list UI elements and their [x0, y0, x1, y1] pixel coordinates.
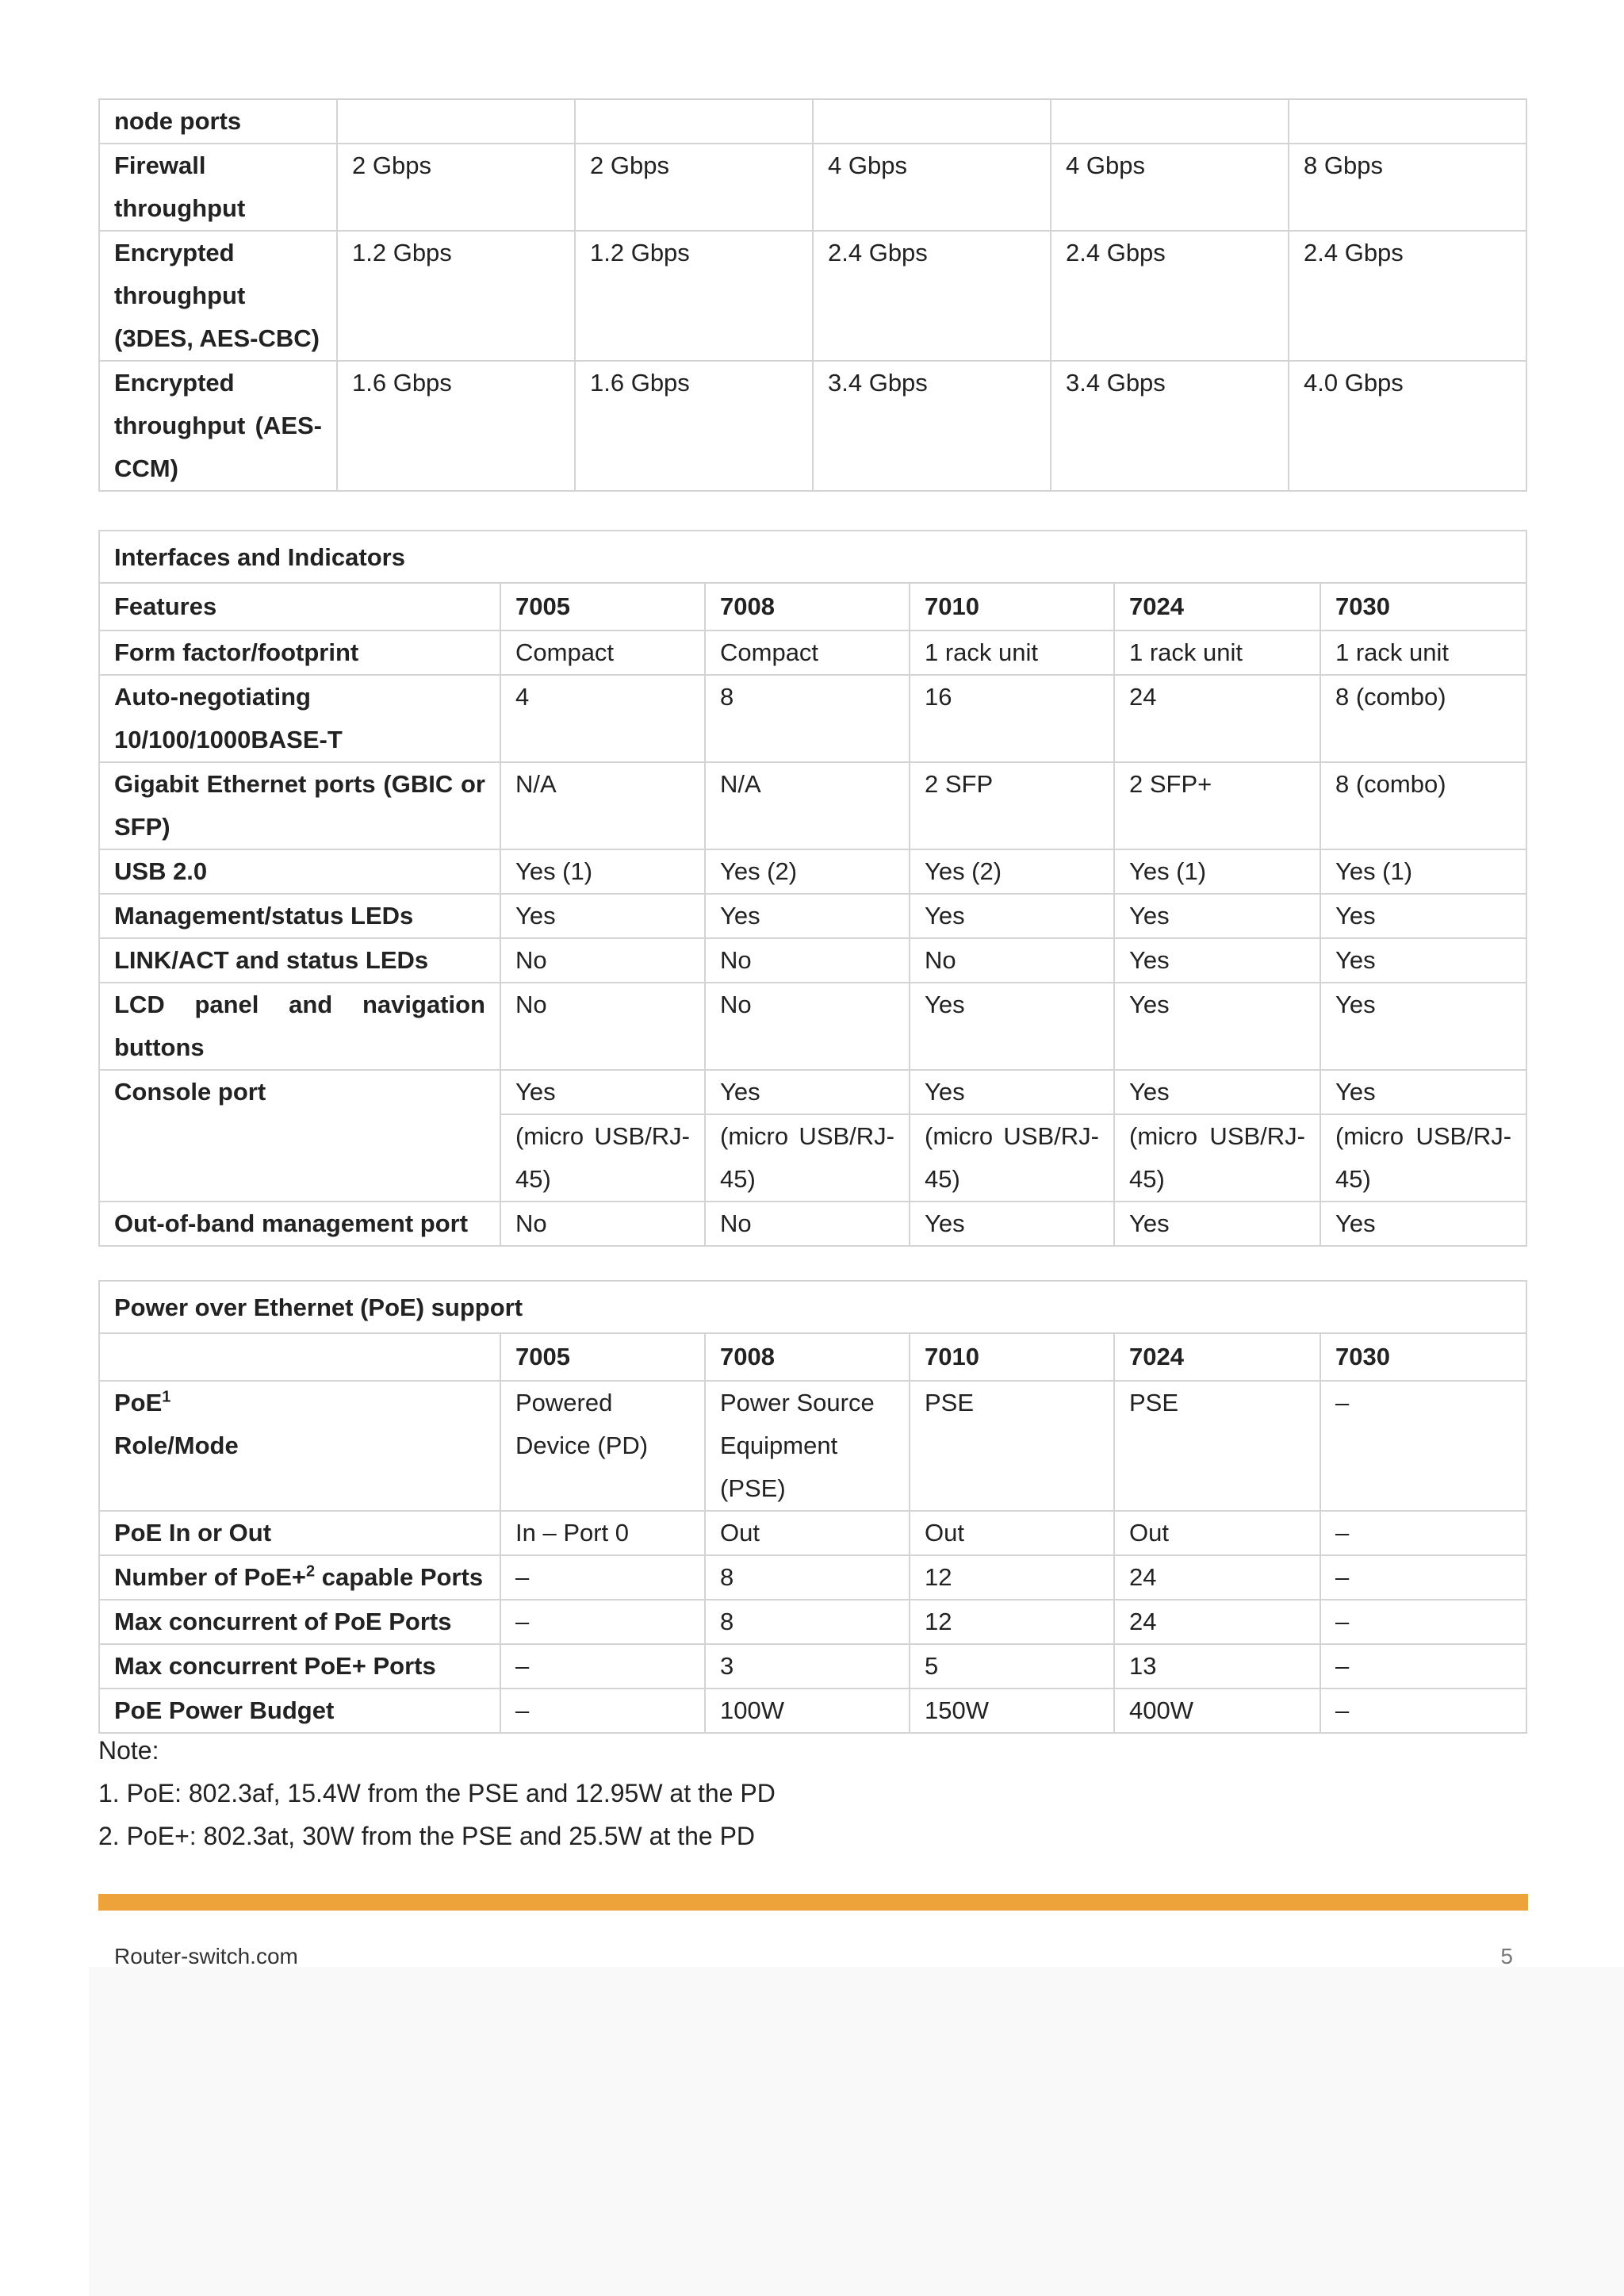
- column-header-empty: [99, 1333, 500, 1381]
- table-cell: Out: [1114, 1511, 1320, 1555]
- table-cell: Yes: [705, 1070, 910, 1114]
- row-label: Encrypted throughput (3DES, AES-CBC): [99, 231, 337, 361]
- table-cell: (micro USB/RJ-45): [1320, 1114, 1526, 1202]
- table-row: [99, 631, 1526, 675]
- interfaces-table: [98, 530, 1527, 1247]
- table-cell: 1.2 Gbps: [575, 231, 813, 361]
- table-cell: 24: [1114, 1555, 1320, 1600]
- table-cell: Yes: [1114, 1202, 1320, 1246]
- row-label: PoE In or Out: [99, 1511, 500, 1555]
- table-cell: 2 SFP: [910, 762, 1114, 849]
- table-cell: Yes: [500, 894, 705, 938]
- table-cell: 2 Gbps: [575, 144, 813, 231]
- table-cell: –: [1320, 1381, 1526, 1511]
- table-cell: Yes (2): [910, 849, 1114, 894]
- column-header: 7008: [705, 1333, 910, 1381]
- poe-table: [98, 1280, 1527, 1734]
- row-label: [99, 1381, 500, 1511]
- table-row: [99, 144, 1526, 231]
- table-cell: 1 rack unit: [1114, 631, 1320, 675]
- row-label: LCD panel and navigation buttons: [99, 983, 500, 1070]
- table-title-row: [99, 1281, 1526, 1333]
- row-label: Gigabit Ethernet ports (GBIC or SFP): [99, 762, 500, 849]
- table-cell: [1289, 99, 1526, 144]
- table-cell: 2.4 Gbps: [1289, 231, 1526, 361]
- table-cell: 13: [1114, 1644, 1320, 1688]
- note-item: 2. PoE+: 802.3at, 30W from the PSE and 25.5W at the PD: [98, 1822, 756, 1850]
- row-label: Max concurrent PoE+ Ports: [99, 1644, 500, 1688]
- row-label: LINK/ACT and status LEDs: [99, 938, 500, 983]
- row-label: Management/status LEDs: [99, 894, 500, 938]
- row-label: Console port: [99, 1070, 500, 1202]
- table-cell: 8: [705, 1555, 910, 1600]
- table-header-row: [99, 1333, 1526, 1381]
- row-label: Encrypted throughput (AES-CCM): [99, 361, 337, 491]
- table-cell: Yes: [1320, 983, 1526, 1070]
- row-label: USB 2.0: [99, 849, 500, 894]
- table-cell: Yes (1): [1320, 849, 1526, 894]
- table-cell: 2.4 Gbps: [813, 231, 1051, 361]
- row-label: [99, 675, 500, 762]
- table-cell: 150W: [910, 1688, 1114, 1733]
- table-cell: 5: [910, 1644, 1114, 1688]
- footnote-marker: 2: [306, 1562, 316, 1581]
- table-cell: Compact: [500, 631, 705, 675]
- column-header: 7008: [705, 583, 910, 631]
- table-cell: 1.2 Gbps: [337, 231, 575, 361]
- table-cell: 16: [910, 675, 1114, 762]
- table-cell: N/A: [500, 762, 705, 849]
- table-cell: 2 SFP+: [1114, 762, 1320, 849]
- table-row: [99, 762, 1526, 849]
- table-cell: [337, 99, 575, 144]
- table-row: [99, 1555, 1526, 1600]
- table-cell: No: [500, 983, 705, 1070]
- table-row: [99, 1070, 1526, 1114]
- row-label: Form factor/footprint: [99, 631, 500, 675]
- column-header: 7024: [1114, 1333, 1320, 1381]
- table-cell: 8 (combo): [1320, 762, 1526, 849]
- table-cell: Yes: [1320, 1202, 1526, 1246]
- table-cell: Yes (1): [1114, 849, 1320, 894]
- table-cell: 1.6 Gbps: [575, 361, 813, 491]
- table-cell: No: [705, 1202, 910, 1246]
- table-cell: –: [1320, 1555, 1526, 1600]
- row-label-prefix: Number of PoE+: [114, 1563, 307, 1591]
- column-header: 7005: [500, 1333, 705, 1381]
- table-cell: 1 rack unit: [910, 631, 1114, 675]
- table-title: Power over Ethernet (PoE) support: [99, 1281, 1526, 1333]
- table-cell: Yes (1): [500, 849, 705, 894]
- table-cell: Yes: [1320, 894, 1526, 938]
- table-cell: Yes: [1114, 1070, 1320, 1114]
- row-label-suffix: capable Ports: [315, 1563, 484, 1591]
- table-cell: (micro USB/RJ-45): [705, 1114, 910, 1202]
- table-row: [99, 938, 1526, 983]
- table-cell: 1 rack unit: [1320, 631, 1526, 675]
- footer-site-name: Router-switch.com: [114, 1944, 298, 1968]
- table-cell: Yes: [910, 1202, 1114, 1246]
- table-row: [99, 1600, 1526, 1644]
- column-header: 7024: [1114, 583, 1320, 631]
- table-row: [99, 99, 1526, 144]
- table-cell: Power Source Equipment (PSE): [705, 1381, 910, 1511]
- table-cell: 1.6 Gbps: [337, 361, 575, 491]
- table-cell: Yes: [910, 983, 1114, 1070]
- table-cell: PSE: [910, 1381, 1114, 1511]
- table-cell: 8 (combo): [1320, 675, 1526, 762]
- row-label: PoE Power Budget: [99, 1688, 500, 1733]
- table-row: [99, 894, 1526, 938]
- row-label-prefix: PoE: [114, 1389, 163, 1416]
- table-title-row: [99, 531, 1526, 583]
- table-row: [99, 849, 1526, 894]
- footnote-marker: 1: [162, 1388, 171, 1406]
- notes-section: [98, 1729, 776, 1857]
- row-label-text: Auto-negotiating 10/100/1000BASE-T: [114, 683, 343, 753]
- table-cell: 24: [1114, 675, 1320, 762]
- row-label: node ports: [99, 99, 337, 144]
- table-cell: 12: [910, 1555, 1114, 1600]
- table-cell: Yes: [705, 894, 910, 938]
- table-cell: 400W: [1114, 1688, 1320, 1733]
- table-row: [99, 675, 1526, 762]
- notes-heading: Note:: [98, 1736, 159, 1765]
- column-header: 7010: [910, 583, 1114, 631]
- table-row: [99, 983, 1526, 1070]
- table-cell: –: [1320, 1688, 1526, 1733]
- table-row: [99, 1202, 1526, 1246]
- table-cell: [1051, 99, 1289, 144]
- table-cell: –: [1320, 1600, 1526, 1644]
- table-cell: Yes: [910, 1070, 1114, 1114]
- table-cell: 8 Gbps: [1289, 144, 1526, 231]
- row-label-suffix: Role/Mode: [114, 1432, 239, 1459]
- table-cell: –: [500, 1555, 705, 1600]
- column-header: 7005: [500, 583, 705, 631]
- table-cell: In – Port 0: [500, 1511, 705, 1555]
- table-cell: Yes: [1320, 938, 1526, 983]
- table-cell: 24: [1114, 1600, 1320, 1644]
- table-cell: [813, 99, 1051, 144]
- table-cell: 3.4 Gbps: [1051, 361, 1289, 491]
- table-cell: 4.0 Gbps: [1289, 361, 1526, 491]
- table-cell: 4 Gbps: [813, 144, 1051, 231]
- table-cell: Powered Device (PD): [500, 1381, 705, 1511]
- table-cell: (micro USB/RJ-45): [1114, 1114, 1320, 1202]
- table-cell: 8: [705, 1600, 910, 1644]
- table-cell: No: [500, 1202, 705, 1246]
- table-cell: (micro USB/RJ-45): [500, 1114, 705, 1202]
- table-row: [99, 1511, 1526, 1555]
- table-row: [99, 1381, 1526, 1511]
- row-label: [99, 1555, 500, 1600]
- table-cell: Compact: [705, 631, 910, 675]
- table-cell: 3.4 Gbps: [813, 361, 1051, 491]
- table-cell: Yes: [1114, 983, 1320, 1070]
- row-label: Firewall throughput: [99, 144, 337, 231]
- table-cell: Yes: [500, 1070, 705, 1114]
- note-item: 1. PoE: 802.3af, 15.4W from the PSE and 12.95W at the PD: [98, 1779, 776, 1807]
- table-cell: 4 Gbps: [1051, 144, 1289, 231]
- row-label: Max concurrent of PoE Ports: [99, 1600, 500, 1644]
- table-cell: –: [1320, 1511, 1526, 1555]
- table-cell: –: [500, 1644, 705, 1688]
- table-cell: 12: [910, 1600, 1114, 1644]
- table-cell: (micro USB/RJ-45): [910, 1114, 1114, 1202]
- table-row: [99, 361, 1526, 491]
- table-cell: 2 Gbps: [337, 144, 575, 231]
- footer-accent-bar: [98, 1894, 1528, 1911]
- column-header: 7010: [910, 1333, 1114, 1381]
- table-cell: 8: [705, 675, 910, 762]
- table-cell: No: [705, 938, 910, 983]
- column-header-features: Features: [99, 583, 500, 631]
- page-number: 5: [1500, 1944, 1513, 1968]
- table-cell: N/A: [705, 762, 910, 849]
- table-cell: Out: [910, 1511, 1114, 1555]
- table-cell: No: [705, 983, 910, 1070]
- table-cell: PSE: [1114, 1381, 1320, 1511]
- table-cell: 2.4 Gbps: [1051, 231, 1289, 361]
- table-cell: Yes: [910, 894, 1114, 938]
- table-cell: –: [500, 1600, 705, 1644]
- page-bottom-shade: [89, 1967, 1624, 2296]
- table-title: Interfaces and Indicators: [99, 531, 1526, 583]
- table-cell: Out: [705, 1511, 910, 1555]
- table-cell: 100W: [705, 1688, 910, 1733]
- table-cell: Yes: [1114, 938, 1320, 983]
- table-cell: No: [500, 938, 705, 983]
- table-row: [99, 1644, 1526, 1688]
- table-cell: Yes: [1320, 1070, 1526, 1114]
- performance-table: [98, 98, 1527, 492]
- table-row: [99, 1688, 1526, 1733]
- table-cell: Yes (2): [705, 849, 910, 894]
- table-cell: 3: [705, 1644, 910, 1688]
- row-label: Out-of-band management port: [99, 1202, 500, 1246]
- table-header-row: [99, 583, 1526, 631]
- column-header: 7030: [1320, 583, 1526, 631]
- table-row: [99, 231, 1526, 361]
- table-cell: Yes: [1114, 894, 1320, 938]
- table-cell: [575, 99, 813, 144]
- table-cell: –: [500, 1688, 705, 1733]
- column-header: 7030: [1320, 1333, 1526, 1381]
- table-cell: No: [910, 938, 1114, 983]
- table-cell: –: [1320, 1644, 1526, 1688]
- table-cell: 4: [500, 675, 705, 762]
